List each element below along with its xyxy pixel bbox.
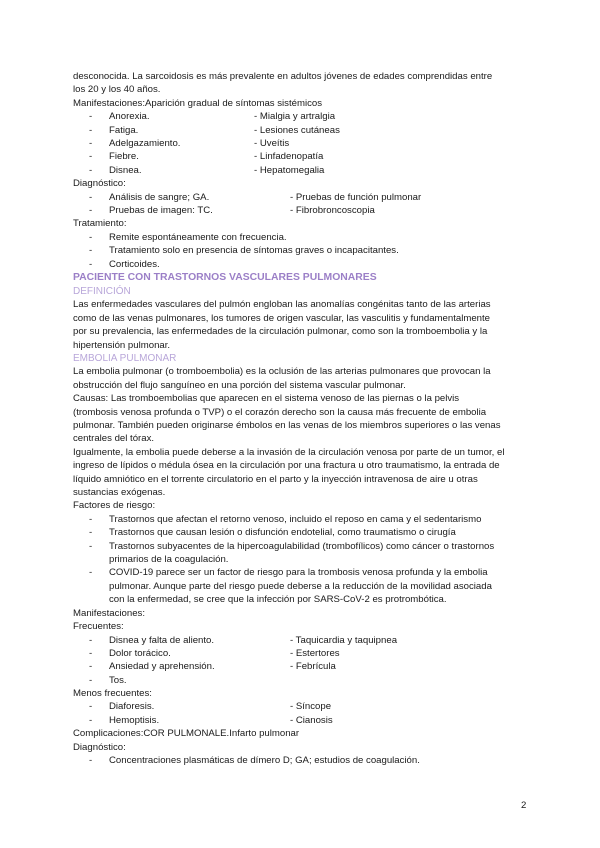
diagnostico2-list	[73, 754, 533, 767]
list-item: - Disnea y falta de aliento. - Taquicardia y taquipnea	[89, 634, 398, 646]
list-item: - Trastornos que causan lesión o disfunción endotelial, como traumatismo o cirugía	[89, 527, 456, 539]
list-item: - Concentraciones plasmáticas de dímero D; GA; estudios de coagulación.	[89, 755, 420, 767]
list-item: - Trastornos subyacentes de la hipercoagulabilidad (trombofílicos) como cáncer o trastornos primarios de la coagulación.	[89, 540, 495, 566]
manifestaciones-list	[73, 110, 533, 177]
embolia-title: EMBOLIA PULMONAR	[73, 352, 177, 364]
list-item: - Fiebre. - Linfadenopatía	[89, 151, 324, 163]
page-number: 2	[521, 800, 527, 811]
list-item: - Anorexia. - Mialgia y artralgia	[89, 111, 336, 123]
embolia-line: La embolia pulmonar (o tromboembolia) es la oclusión de las arterias pulmonares que provocan la	[73, 366, 491, 378]
embolia-line: obstrucción del flujo sanguíneo en una porción del sistema vascular pulmonar.	[73, 379, 406, 391]
intro-line-2: los 20 y los 40 años.	[73, 84, 161, 96]
list-item: - Hemoptisis. - Cianosis	[89, 714, 333, 726]
list-item: - Adelgazamiento. - Uveítis	[89, 138, 290, 149]
causas-line: Causas: Las tromboembolias que aparecen en el sistema venoso de las piernas o la pelvis	[73, 393, 460, 405]
list-item: - COVID-19 parece ser un factor de riesgo para la trombosis venosa profunda y la embolia pulmonar. Aunque parte del riesgo puede deberse a la reducción de la movilidad asociada con la enfermedad, se cree que la infección por SARS-CoV-2 es protrombótica.	[89, 567, 492, 606]
diagnostico2-heading: Diagnóstico:	[73, 741, 126, 753]
igualmente-line: ingreso de lípidos o médula ósea en la circulación por una fractura u otro traumatismo, la entrada de	[73, 460, 500, 472]
igualmente-line: sustancias exógenas.	[73, 487, 166, 499]
list-item: - Tos.	[89, 674, 127, 686]
frecuentes-heading: Frecuentes:	[73, 621, 124, 633]
diagnostico-heading: Diagnóstico:	[73, 178, 126, 190]
definicion-line: por su prevalencia, las enfermedades de la circulación pulmonar, como son la tromboembolia y la	[73, 326, 488, 338]
document-page	[73, 70, 533, 767]
definicion-title: DEFINICIÓN	[73, 285, 131, 297]
list-item: - Diaforesis. - Síncope	[89, 701, 332, 713]
tratamiento-heading: Tratamiento:	[73, 218, 127, 230]
menos-frecuentes-heading: Menos frecuentes:	[73, 688, 152, 700]
list-item: - Trastornos que afectan el retorno venoso, incluido el reposo en cama y el sedentarismo	[89, 513, 482, 525]
causas-line: pulmonar. También pueden originarse émbolos en las venas de los miembros superiores o las venas	[73, 420, 501, 431]
manifestaciones-heading: Manifestaciones:Aparición gradual de síntomas sistémicos	[73, 97, 323, 109]
diagnostico-list	[73, 191, 533, 218]
menos-frecuentes-list	[73, 700, 533, 727]
list-item: - Ansiedad y aprehensión. - Febrícula	[89, 661, 336, 673]
frecuentes-list	[73, 634, 533, 688]
list-item: - Tratamiento solo en presencia de síntomas graves o incapacitantes.	[89, 245, 399, 257]
list-item: - Dolor torácico. - Estertores	[89, 647, 340, 659]
igualmente-line: Igualmente, la embolia puede deberse a la invasión de la circulación venosa por parte de un tumor, el	[73, 446, 505, 458]
list-item: - Disnea. - Hepatomegalia	[89, 164, 325, 176]
definicion-line: como de las venas pulmonares, los tumores de origen vascular, las vasculitis y fundamentalmente	[73, 312, 491, 324]
manifestaciones2-heading: Manifestaciones:	[73, 607, 145, 619]
factores-heading: Factores de riesgo:	[73, 500, 156, 512]
causas-line: centrales del tórax.	[73, 433, 155, 445]
tratamiento-list	[73, 231, 533, 271]
complicaciones-line: Complicaciones:COR PULMONALE.Infarto pulmonar	[73, 728, 300, 740]
igualmente-line: líquido amniótico en el torrente circulatorio en el parto y la inyección intravenosa de aire u otras	[73, 473, 478, 485]
list-item: - Análisis de sangre; GA. - Pruebas de función pulmonar	[89, 191, 422, 203]
list-item: - Remite espontáneamente con frecuencia.	[89, 231, 287, 243]
list-item: - Corticoides.	[89, 258, 160, 270]
list-item: - Pruebas de imagen: TC. - Fibrobroncoscopia	[89, 204, 375, 216]
causas-line: (trombosis venosa profunda o TVP) o el corazón derecho son la causa más frecuente de embolia	[73, 406, 487, 418]
definicion-line: hipertensión pulmonar.	[73, 339, 171, 351]
definicion-line: Las enfermedades vasculares del pulmón engloban las anomalías congénitas tanto de las arterias	[73, 299, 491, 311]
factores-list	[73, 513, 533, 607]
list-item: - Fatiga. - Lesiones cutáneas	[89, 124, 340, 136]
section-title: PACIENTE CON TRASTORNOS VASCULARES PULMONARES	[73, 271, 377, 283]
intro-line-1: desconocida. La sarcoidosis es más prevalente en adultos jóvenes de edades comprendidas entre	[73, 71, 493, 82]
